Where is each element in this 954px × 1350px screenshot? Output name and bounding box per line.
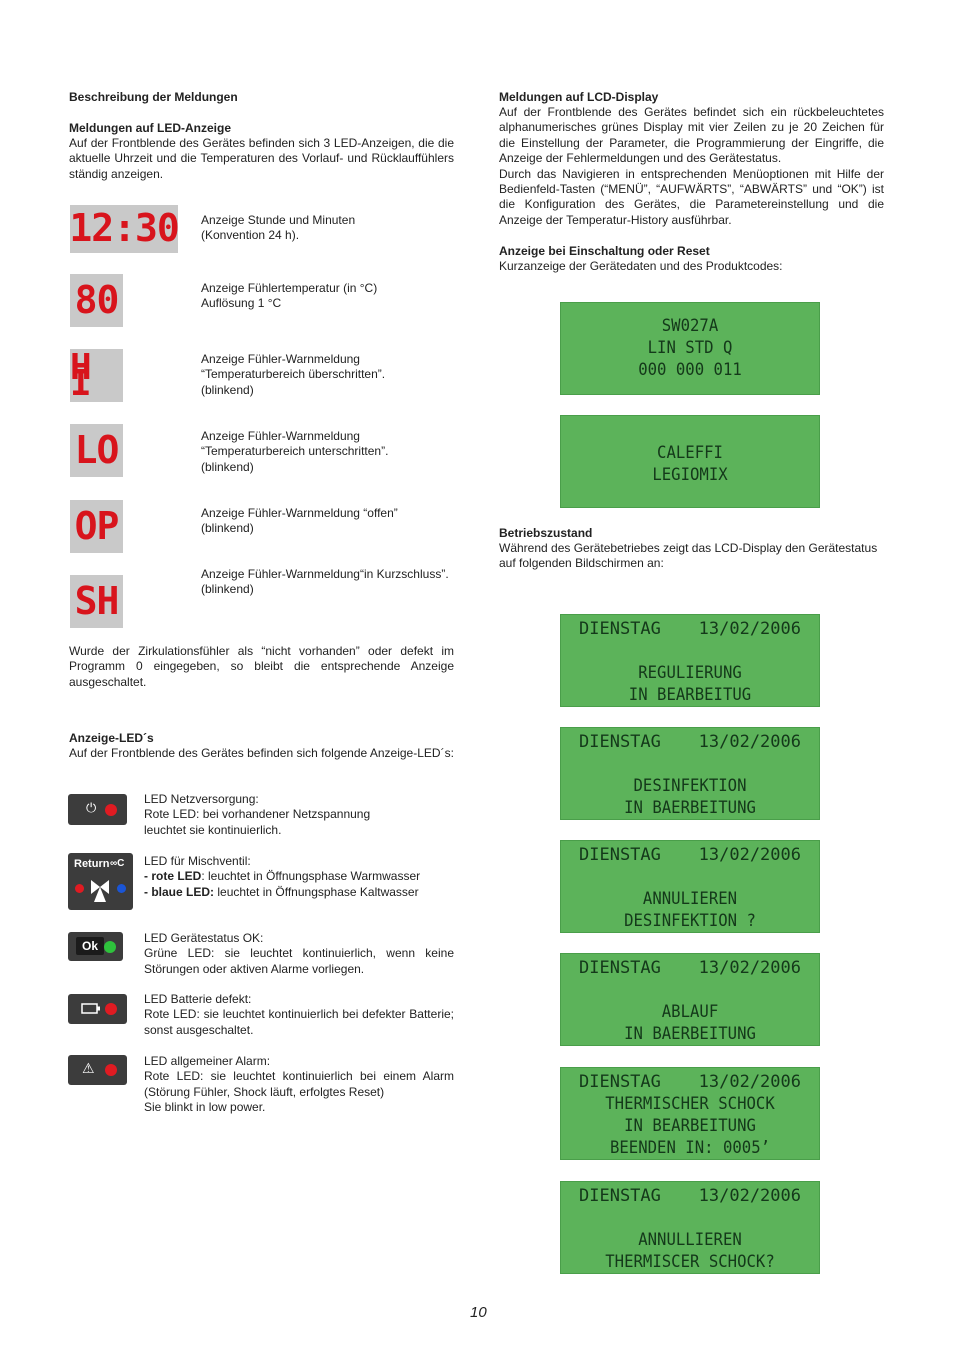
- led-desc: LED Gerätestatus OK: Grüne LED: sie leuchtet kontinuierlich, wenn keine Störungen oder aktiven Alarme vorliegen.: [144, 931, 454, 976]
- led-desc: LED Batterie defekt: Rote LED: sie leuchtet kontinuierlich bei defekter Batterie; sonst ausgeschaltet.: [144, 992, 454, 1037]
- lcd-screen-status: DIENSTAG 13/02/2006 REGULIERUNG IN BEARBEITUG: [560, 614, 820, 707]
- lcd-screen-status: DIENSTAG 13/02/2006 DESINFEKTION IN BAERBEITUNG: [560, 727, 820, 820]
- note-text: Wurde der Zirkulationsfühler als “nicht vorhanden” oder defekt im Programm 0 eingegeben, so bleibt die entsprechende Anzeige ausgeschaltet.: [69, 644, 454, 689]
- red-led-icon: [105, 804, 117, 816]
- lcd-heading: Meldungen auf LCD-Display: [499, 90, 659, 104]
- mixing-valve-icon: [89, 877, 111, 903]
- power-led-panel: [68, 794, 127, 825]
- display-sh: SH: [70, 575, 123, 628]
- valve-led-panel: [68, 853, 133, 910]
- startup-heading: Anzeige bei Einschaltung oder Reset: [499, 244, 710, 258]
- startup-text: Kurzanzeige der Gerätedaten und des Produktcodes:: [499, 259, 783, 273]
- blue-led-icon: [117, 884, 126, 893]
- display-desc: Anzeige Fühler-Warnmeldung “Temperaturbereich unterschritten”. (blinkend): [201, 429, 389, 474]
- display-desc: Anzeige Stunde und Minuten (Konvention 24 h).: [201, 213, 356, 243]
- return-label: Return: [74, 858, 110, 870]
- status-text: Während des Gerätebetriebes zeigt das LCD-Display den Gerätestatus auf folgenden Bildschirmen an:: [499, 541, 878, 571]
- display-lo: LO: [70, 424, 123, 477]
- lcd-paragraph: Auf der Frontblende des Gerätes befindet sich ein rückbeleuchtetes alphanumerisches grünes Display mit vier Zeilen zu je 20 Zeichen für die Einstellung der Parameter, die Programmierung der Eingriffe, die Anzeige der Fehlermeldungen und des Gerätestatus. Durch das Navigieren in entsprechenden Menüoptionen mit Hilfe der Bedienfeld-Tasten (“MENÜ”, “AUFWÄRTS”, “ABWÄRTS” und “OK”) ist die Konfiguration des Gerätes, die Parametereinstellung und die Anzeige der Temperatur-History ausführbar.: [499, 105, 884, 227]
- lcd-screen-status: DIENSTAG 13/02/2006 ANNULLIEREN THERMISCER SCHOCK?: [560, 1181, 820, 1274]
- display-temp: 80: [70, 274, 123, 327]
- display-desc: Anzeige Fühler-Warnmeldung“in Kurzschluss”. (blinkend): [201, 567, 449, 597]
- page-number: 10: [470, 1304, 487, 1321]
- display-op: OP: [70, 500, 123, 553]
- display-desc: Anzeige Fühler-Warnmeldung “Temperaturbereich überschritten”. (blinkend): [201, 352, 386, 397]
- power-icon: ⏻: [86, 801, 97, 816]
- ok-label: Ok: [82, 939, 99, 953]
- red-led-icon: [105, 1003, 117, 1015]
- led-desc: LED Netzversorgung: Rote LED: bei vorhandener Netzspannung leuchtet sie kontinuierlich.: [144, 792, 371, 837]
- display-hi: H I: [70, 349, 123, 402]
- status-heading: Betriebszustand: [499, 526, 593, 540]
- battery-led-panel: [68, 994, 127, 1024]
- lcd-screen-startup: SW027A LIN STD Q 000 000 011: [560, 302, 820, 395]
- leds-heading: Anzeige-LED´s: [69, 731, 154, 745]
- ok-led-panel: [68, 932, 123, 961]
- led-desc: LED für Mischventil: - rote LED: leuchtet in Öffnungsphase Warmwasser - blaue LED: leuchtet in Öffnungsphase Kaltwasser: [144, 854, 421, 899]
- display-clock: 12:30: [70, 205, 178, 253]
- alarm-led-panel: [68, 1055, 127, 1085]
- red-led-icon: [75, 884, 84, 893]
- green-led-icon: [104, 941, 116, 953]
- lcd-screen-status: DIENSTAG 13/02/2006 ANNULIEREN DESINFEKTION ?: [560, 840, 820, 933]
- led-desc: LED allgemeiner Alarm: Rote LED: sie leuchtet kontinuierlich bei einem Alarm (Störung Fühler, Shock läuft, erfolgtes Reset) Sie blinkt in low power.: [144, 1054, 454, 1115]
- display-desc: Anzeige Fühlertemperatur (in °C) Auflösung 1 °C: [201, 281, 378, 311]
- lcd-screen-status: DIENSTAG 13/02/2006 ABLAUF IN BAERBEITUNG: [560, 953, 820, 1046]
- celsius-label: ∞C: [110, 858, 125, 869]
- led-heading: Meldungen auf LED-Anzeige: [69, 121, 231, 135]
- battery-icon: [81, 1003, 101, 1014]
- lcd-screen-status: DIENSTAG 13/02/2006 THERMISCHER SCHOCK IN BEARBEITUNG BEENDEN IN: 0005’: [560, 1067, 820, 1160]
- leds-intro: Auf der Frontblende des Gerätes befinden sich folgende Anzeige-LED´s:: [69, 746, 454, 760]
- red-led-icon: [105, 1064, 117, 1076]
- lcd-screen-brand: CALEFFI LEGIOMIX: [560, 415, 820, 508]
- display-desc: Anzeige Fühler-Warnmeldung “offen” (blinkend): [201, 506, 398, 536]
- section-title: Beschreibung der Meldungen: [69, 90, 238, 104]
- led-intro: Auf der Frontblende des Gerätes befinden sich 3 LED-Anzeigen, die die aktuelle Uhrzeit und die Temperaturen des Vorlauf- und Rücklauffühlers ständig anzeigen.: [69, 136, 454, 181]
- warning-icon: ⚠: [82, 1061, 95, 1077]
